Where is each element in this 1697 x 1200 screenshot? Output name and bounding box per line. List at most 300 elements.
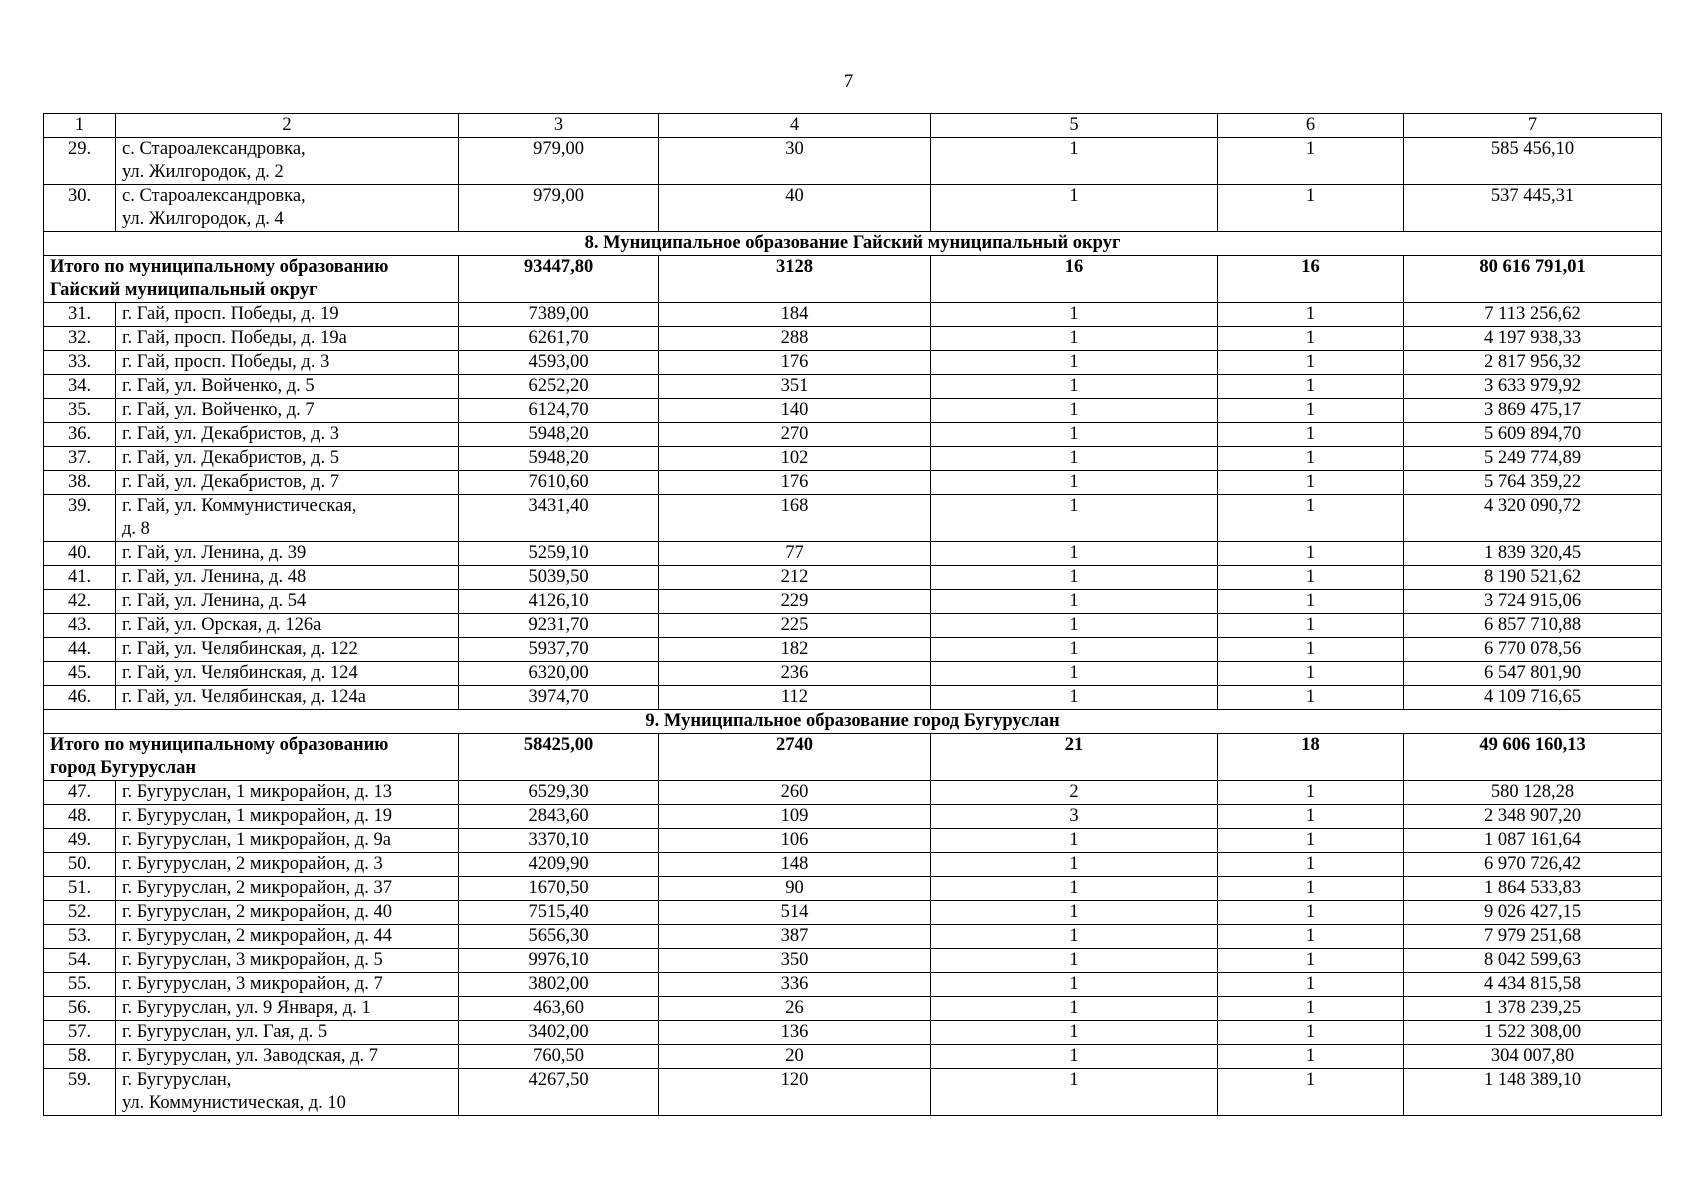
area-value: 3431,40 bbox=[459, 495, 659, 542]
col5-value: 1 bbox=[931, 399, 1218, 423]
address-line: г. Гай, просп. Победы, д. 19 bbox=[122, 304, 339, 324]
cost-value: 1 148 389,10 bbox=[1404, 1069, 1662, 1116]
address bbox=[116, 662, 459, 686]
table-row bbox=[44, 327, 1662, 351]
col6-value: 1 bbox=[1218, 566, 1404, 590]
address bbox=[116, 973, 459, 997]
address bbox=[116, 351, 459, 375]
col6-value: 1 bbox=[1218, 997, 1404, 1021]
col5-value: 1 bbox=[931, 662, 1218, 686]
col6-value: 1 bbox=[1218, 638, 1404, 662]
address-line: г. Гай, ул. Декабристов, д. 3 bbox=[122, 424, 340, 444]
address bbox=[116, 542, 459, 566]
table-row bbox=[44, 495, 1662, 542]
col5-value: 1 bbox=[931, 638, 1218, 662]
cost-value: 5 249 774,89 bbox=[1404, 447, 1662, 471]
col6-value: 1 bbox=[1218, 399, 1404, 423]
address bbox=[116, 423, 459, 447]
table-row bbox=[44, 542, 1662, 566]
total-area: 93447,80 bbox=[459, 256, 659, 303]
address-line: г. Бугуруслан, 3 микрорайон, д. 7 bbox=[122, 974, 383, 994]
total-col6: 18 bbox=[1218, 734, 1404, 781]
residents-value: 112 bbox=[659, 686, 931, 710]
section-title: 8. Муниципальное образование Гайский муниципальный округ bbox=[44, 232, 1662, 256]
col6-value: 1 bbox=[1218, 973, 1404, 997]
total-label-line: город Бугуруслан bbox=[50, 758, 197, 778]
col6-value: 1 bbox=[1218, 662, 1404, 686]
area-value: 6252,20 bbox=[459, 375, 659, 399]
row-number: 51. bbox=[44, 877, 116, 901]
col5-value: 1 bbox=[931, 973, 1218, 997]
total-col6: 16 bbox=[1218, 256, 1404, 303]
table-row bbox=[44, 1021, 1662, 1045]
table-row bbox=[44, 853, 1662, 877]
col5-value: 1 bbox=[931, 423, 1218, 447]
col6-value: 1 bbox=[1218, 327, 1404, 351]
col6-value: 1 bbox=[1218, 495, 1404, 542]
residents-value: 168 bbox=[659, 495, 931, 542]
address bbox=[116, 997, 459, 1021]
total-residents: 3128 bbox=[659, 256, 931, 303]
col5-value: 1 bbox=[931, 1045, 1218, 1069]
address bbox=[116, 303, 459, 327]
table-row bbox=[44, 590, 1662, 614]
col6-value: 1 bbox=[1218, 185, 1404, 232]
col6-value: 1 bbox=[1218, 471, 1404, 495]
table-row bbox=[44, 781, 1662, 805]
col5-value: 1 bbox=[931, 495, 1218, 542]
address-line: г. Бугуруслан, ул. Гая, д. 5 bbox=[122, 1022, 328, 1042]
col6-value: 1 bbox=[1218, 853, 1404, 877]
column-number-cell: 3 bbox=[459, 114, 659, 138]
residents-value: 176 bbox=[659, 351, 931, 375]
row-number: 40. bbox=[44, 542, 116, 566]
col6-value: 1 bbox=[1218, 447, 1404, 471]
address bbox=[116, 805, 459, 829]
address-line: г. Гай, ул. Ленина, д. 48 bbox=[122, 567, 307, 587]
residents-value: 350 bbox=[659, 949, 931, 973]
total-col5: 21 bbox=[931, 734, 1218, 781]
address-line: г. Бугуруслан, ул. Заводская, д. 7 bbox=[122, 1046, 379, 1066]
cost-value: 8 042 599,63 bbox=[1404, 949, 1662, 973]
cost-value: 580 128,28 bbox=[1404, 781, 1662, 805]
residents-value: 236 bbox=[659, 662, 931, 686]
row-number: 35. bbox=[44, 399, 116, 423]
col5-value: 1 bbox=[931, 853, 1218, 877]
cost-value: 4 320 090,72 bbox=[1404, 495, 1662, 542]
table-row bbox=[44, 351, 1662, 375]
total-label-line: Итого по муниципальному образованию bbox=[50, 257, 389, 277]
cost-value: 1 087 161,64 bbox=[1404, 829, 1662, 853]
row-number: 48. bbox=[44, 805, 116, 829]
table-row bbox=[44, 1045, 1662, 1069]
address bbox=[116, 471, 459, 495]
col5-value: 1 bbox=[931, 901, 1218, 925]
col5-value: 1 bbox=[931, 1021, 1218, 1045]
total-cost: 49 606 160,13 bbox=[1404, 734, 1662, 781]
address-line: г. Бугуруслан, ул. 9 Января, д. 1 bbox=[122, 998, 371, 1018]
col6-value: 1 bbox=[1218, 138, 1404, 185]
row-number: 33. bbox=[44, 351, 116, 375]
cost-value: 3 633 979,92 bbox=[1404, 375, 1662, 399]
total-col5: 16 bbox=[931, 256, 1218, 303]
address-line: г. Гай, ул. Декабристов, д. 7 bbox=[122, 472, 340, 492]
row-number: 42. bbox=[44, 590, 116, 614]
row-number: 45. bbox=[44, 662, 116, 686]
cost-value: 2 817 956,32 bbox=[1404, 351, 1662, 375]
cost-value: 304 007,80 bbox=[1404, 1045, 1662, 1069]
col5-value: 1 bbox=[931, 686, 1218, 710]
col5-value: 1 bbox=[931, 327, 1218, 351]
total-residents: 2740 bbox=[659, 734, 931, 781]
address-line: г. Бугуруслан, 1 микрорайон, д. 19 bbox=[122, 806, 392, 826]
residents-value: 514 bbox=[659, 901, 931, 925]
area-value: 7389,00 bbox=[459, 303, 659, 327]
address bbox=[116, 375, 459, 399]
address bbox=[116, 925, 459, 949]
cost-value: 6 547 801,90 bbox=[1404, 662, 1662, 686]
area-value: 760,50 bbox=[459, 1045, 659, 1069]
residents-value: 387 bbox=[659, 925, 931, 949]
total-cost: 80 616 791,01 bbox=[1404, 256, 1662, 303]
residents-value: 102 bbox=[659, 447, 931, 471]
col5-value: 1 bbox=[931, 997, 1218, 1021]
address-line: с. Староалександровка, bbox=[122, 186, 306, 206]
residents-value: 225 bbox=[659, 614, 931, 638]
col5-value: 1 bbox=[931, 185, 1218, 232]
col6-value: 1 bbox=[1218, 686, 1404, 710]
address-line: г. Гай, ул. Ленина, д. 54 bbox=[122, 591, 307, 611]
address-line: ул. Жилгородок, д. 2 bbox=[122, 162, 284, 182]
cost-value: 2 348 907,20 bbox=[1404, 805, 1662, 829]
cost-value: 3 724 915,06 bbox=[1404, 590, 1662, 614]
table-body bbox=[44, 114, 1662, 1116]
row-number: 32. bbox=[44, 327, 116, 351]
row-number: 57. bbox=[44, 1021, 116, 1045]
col6-value: 1 bbox=[1218, 829, 1404, 853]
row-number: 56. bbox=[44, 997, 116, 1021]
residents-value: 120 bbox=[659, 1069, 931, 1116]
cost-value: 585 456,10 bbox=[1404, 138, 1662, 185]
row-number: 44. bbox=[44, 638, 116, 662]
col6-value: 1 bbox=[1218, 542, 1404, 566]
row-number: 50. bbox=[44, 853, 116, 877]
residents-value: 106 bbox=[659, 829, 931, 853]
table-row bbox=[44, 447, 1662, 471]
total-row bbox=[44, 734, 1662, 781]
cost-value: 4 109 716,65 bbox=[1404, 686, 1662, 710]
row-number: 43. bbox=[44, 614, 116, 638]
col6-value: 1 bbox=[1218, 901, 1404, 925]
col6-value: 1 bbox=[1218, 614, 1404, 638]
address-line: д. 8 bbox=[122, 519, 150, 539]
table-row bbox=[44, 375, 1662, 399]
area-value: 979,00 bbox=[459, 138, 659, 185]
col6-value: 1 bbox=[1218, 375, 1404, 399]
column-number-cell: 4 bbox=[659, 114, 931, 138]
row-number: 58. bbox=[44, 1045, 116, 1069]
cost-value: 6 770 078,56 bbox=[1404, 638, 1662, 662]
col6-value: 1 bbox=[1218, 925, 1404, 949]
address-line: г. Гай, ул. Орская, д. 126а bbox=[122, 615, 322, 635]
cost-value: 6 857 710,88 bbox=[1404, 614, 1662, 638]
table-row bbox=[44, 901, 1662, 925]
column-number-row bbox=[44, 114, 1662, 138]
table-row bbox=[44, 973, 1662, 997]
col5-value: 1 bbox=[931, 542, 1218, 566]
column-number-cell: 7 bbox=[1404, 114, 1662, 138]
area-value: 1670,50 bbox=[459, 877, 659, 901]
area-value: 4593,00 bbox=[459, 351, 659, 375]
column-number-cell: 5 bbox=[931, 114, 1218, 138]
address bbox=[116, 1069, 459, 1116]
address bbox=[116, 399, 459, 423]
address bbox=[116, 781, 459, 805]
address bbox=[116, 495, 459, 542]
total-row bbox=[44, 256, 1662, 303]
total-area: 58425,00 bbox=[459, 734, 659, 781]
address-line: г. Гай, ул. Челябинская, д. 124 bbox=[122, 663, 358, 683]
residents-value: 270 bbox=[659, 423, 931, 447]
cost-value: 4 197 938,33 bbox=[1404, 327, 1662, 351]
cost-value: 537 445,31 bbox=[1404, 185, 1662, 232]
residents-value: 26 bbox=[659, 997, 931, 1021]
address-line: г. Гай, ул. Декабристов, д. 5 bbox=[122, 448, 340, 468]
residents-value: 351 bbox=[659, 375, 931, 399]
area-value: 5656,30 bbox=[459, 925, 659, 949]
table-row bbox=[44, 399, 1662, 423]
column-number-cell: 6 bbox=[1218, 114, 1404, 138]
col6-value: 1 bbox=[1218, 423, 1404, 447]
area-value: 4209,90 bbox=[459, 853, 659, 877]
col6-value: 1 bbox=[1218, 877, 1404, 901]
cost-value: 9 026 427,15 bbox=[1404, 901, 1662, 925]
residents-value: 288 bbox=[659, 327, 931, 351]
table-row bbox=[44, 471, 1662, 495]
table-row bbox=[44, 997, 1662, 1021]
address bbox=[116, 185, 459, 232]
address bbox=[116, 1045, 459, 1069]
address-line: г. Гай, ул. Челябинская, д. 122 bbox=[122, 639, 358, 659]
col5-value: 1 bbox=[931, 566, 1218, 590]
address-line: г. Бугуруслан, 2 микрорайон, д. 37 bbox=[122, 878, 392, 898]
area-value: 3802,00 bbox=[459, 973, 659, 997]
cost-value: 3 869 475,17 bbox=[1404, 399, 1662, 423]
col5-value: 1 bbox=[931, 925, 1218, 949]
col6-value: 1 bbox=[1218, 1045, 1404, 1069]
table-row bbox=[44, 303, 1662, 327]
address-line: г. Бугуруслан, 2 микрорайон, д. 40 bbox=[122, 902, 392, 922]
area-value: 7515,40 bbox=[459, 901, 659, 925]
area-value: 3974,70 bbox=[459, 686, 659, 710]
cost-value: 8 190 521,62 bbox=[1404, 566, 1662, 590]
row-number: 37. bbox=[44, 447, 116, 471]
address-line: г. Гай, просп. Победы, д. 3 bbox=[122, 352, 330, 372]
area-value: 7610,60 bbox=[459, 471, 659, 495]
area-value: 5948,20 bbox=[459, 423, 659, 447]
address-line: г. Гай, ул. Войченко, д. 7 bbox=[122, 400, 315, 420]
address bbox=[116, 829, 459, 853]
row-number: 34. bbox=[44, 375, 116, 399]
residents-value: 260 bbox=[659, 781, 931, 805]
residents-value: 20 bbox=[659, 1045, 931, 1069]
row-number: 47. bbox=[44, 781, 116, 805]
col6-value: 1 bbox=[1218, 590, 1404, 614]
row-number: 46. bbox=[44, 686, 116, 710]
address bbox=[116, 138, 459, 185]
row-number: 31. bbox=[44, 303, 116, 327]
col5-value: 1 bbox=[931, 949, 1218, 973]
row-number: 59. bbox=[44, 1069, 116, 1116]
table-row bbox=[44, 686, 1662, 710]
residents-value: 148 bbox=[659, 853, 931, 877]
col6-value: 1 bbox=[1218, 1021, 1404, 1045]
col5-value: 1 bbox=[931, 1069, 1218, 1116]
cost-value: 7 979 251,68 bbox=[1404, 925, 1662, 949]
cost-value: 5 609 894,70 bbox=[1404, 423, 1662, 447]
col5-value: 3 bbox=[931, 805, 1218, 829]
table-row bbox=[44, 638, 1662, 662]
row-number: 39. bbox=[44, 495, 116, 542]
col5-value: 1 bbox=[931, 877, 1218, 901]
col5-value: 1 bbox=[931, 829, 1218, 853]
table-row bbox=[44, 614, 1662, 638]
area-value: 6320,00 bbox=[459, 662, 659, 686]
col5-value: 1 bbox=[931, 590, 1218, 614]
column-number-cell: 1 bbox=[44, 114, 116, 138]
row-number: 36. bbox=[44, 423, 116, 447]
section-title: 9. Муниципальное образование город Бугуруслан bbox=[44, 710, 1662, 734]
address-line: ул. Жилгородок, д. 4 bbox=[122, 209, 284, 229]
page-number: 7 bbox=[843, 71, 854, 92]
residents-value: 229 bbox=[659, 590, 931, 614]
address-line: г. Гай, ул. Войченко, д. 5 bbox=[122, 376, 315, 396]
area-value: 9976,10 bbox=[459, 949, 659, 973]
residents-value: 40 bbox=[659, 185, 931, 232]
address-line: с. Староалександровка, bbox=[122, 139, 306, 159]
col6-value: 1 bbox=[1218, 805, 1404, 829]
address bbox=[116, 590, 459, 614]
cost-value: 7 113 256,62 bbox=[1404, 303, 1662, 327]
table-row bbox=[44, 138, 1662, 185]
col5-value: 1 bbox=[931, 471, 1218, 495]
area-value: 3370,10 bbox=[459, 829, 659, 853]
residents-value: 77 bbox=[659, 542, 931, 566]
address-line: г. Бугуруслан, bbox=[122, 1070, 232, 1090]
section-header-row bbox=[44, 232, 1662, 256]
address bbox=[116, 447, 459, 471]
address bbox=[116, 327, 459, 351]
cost-value: 1 864 533,83 bbox=[1404, 877, 1662, 901]
col6-value: 1 bbox=[1218, 351, 1404, 375]
table-row bbox=[44, 566, 1662, 590]
col6-value: 1 bbox=[1218, 949, 1404, 973]
table-row bbox=[44, 949, 1662, 973]
address-line: г. Гай, ул. Коммунистическая, bbox=[122, 496, 357, 516]
address bbox=[116, 638, 459, 662]
total-label bbox=[44, 734, 459, 781]
section-header-row bbox=[44, 710, 1662, 734]
address bbox=[116, 901, 459, 925]
address bbox=[116, 949, 459, 973]
area-value: 5039,50 bbox=[459, 566, 659, 590]
address-line: г. Бугуруслан, 3 микрорайон, д. 5 bbox=[122, 950, 383, 970]
address-line: г. Гай, ул. Ленина, д. 39 bbox=[122, 543, 307, 563]
address bbox=[116, 686, 459, 710]
residents-value: 212 bbox=[659, 566, 931, 590]
table-row bbox=[44, 829, 1662, 853]
address-line: г. Гай, просп. Победы, д. 19а bbox=[122, 328, 347, 348]
row-number: 41. bbox=[44, 566, 116, 590]
address bbox=[116, 853, 459, 877]
area-value: 2843,60 bbox=[459, 805, 659, 829]
row-number: 55. bbox=[44, 973, 116, 997]
residents-value: 136 bbox=[659, 1021, 931, 1045]
row-number: 52. bbox=[44, 901, 116, 925]
cost-value: 4 434 815,58 bbox=[1404, 973, 1662, 997]
column-number-cell: 2 bbox=[116, 114, 459, 138]
cost-value: 1 378 239,25 bbox=[1404, 997, 1662, 1021]
area-value: 5259,10 bbox=[459, 542, 659, 566]
table-row bbox=[44, 185, 1662, 232]
area-value: 3402,00 bbox=[459, 1021, 659, 1045]
col6-value: 1 bbox=[1218, 303, 1404, 327]
address-line: г. Гай, ул. Челябинская, д. 124а bbox=[122, 687, 366, 707]
col5-value: 1 bbox=[931, 351, 1218, 375]
row-number: 54. bbox=[44, 949, 116, 973]
cost-value: 6 970 726,42 bbox=[1404, 853, 1662, 877]
col6-value: 1 bbox=[1218, 1069, 1404, 1116]
col6-value: 1 bbox=[1218, 781, 1404, 805]
residents-value: 109 bbox=[659, 805, 931, 829]
residents-value: 30 bbox=[659, 138, 931, 185]
address-line: г. Бугуруслан, 2 микрорайон, д. 44 bbox=[122, 926, 392, 946]
housing-table bbox=[43, 113, 1662, 1116]
area-value: 4267,50 bbox=[459, 1069, 659, 1116]
residents-value: 184 bbox=[659, 303, 931, 327]
total-label-line: Гайский муниципальный округ bbox=[50, 280, 318, 300]
area-value: 979,00 bbox=[459, 185, 659, 232]
row-number: 29. bbox=[44, 138, 116, 185]
area-value: 9231,70 bbox=[459, 614, 659, 638]
area-value: 4126,10 bbox=[459, 590, 659, 614]
cost-value: 5 764 359,22 bbox=[1404, 471, 1662, 495]
address bbox=[116, 566, 459, 590]
col5-value: 1 bbox=[931, 375, 1218, 399]
area-value: 5937,70 bbox=[459, 638, 659, 662]
col5-value: 1 bbox=[931, 447, 1218, 471]
row-number: 49. bbox=[44, 829, 116, 853]
area-value: 6124,70 bbox=[459, 399, 659, 423]
table-row bbox=[44, 1069, 1662, 1116]
total-label-line: Итого по муниципальному образованию bbox=[50, 735, 389, 755]
table-row bbox=[44, 925, 1662, 949]
row-number: 30. bbox=[44, 185, 116, 232]
residents-value: 176 bbox=[659, 471, 931, 495]
area-value: 6529,30 bbox=[459, 781, 659, 805]
col5-value: 1 bbox=[931, 303, 1218, 327]
address-line: ул. Коммунистическая, д. 10 bbox=[122, 1093, 346, 1113]
residents-value: 182 bbox=[659, 638, 931, 662]
total-label bbox=[44, 256, 459, 303]
cost-value: 1 839 320,45 bbox=[1404, 542, 1662, 566]
table-row bbox=[44, 877, 1662, 901]
row-number: 38. bbox=[44, 471, 116, 495]
residents-value: 336 bbox=[659, 973, 931, 997]
address-line: г. Бугуруслан, 1 микрорайон, д. 13 bbox=[122, 782, 392, 802]
residents-value: 90 bbox=[659, 877, 931, 901]
area-value: 463,60 bbox=[459, 997, 659, 1021]
